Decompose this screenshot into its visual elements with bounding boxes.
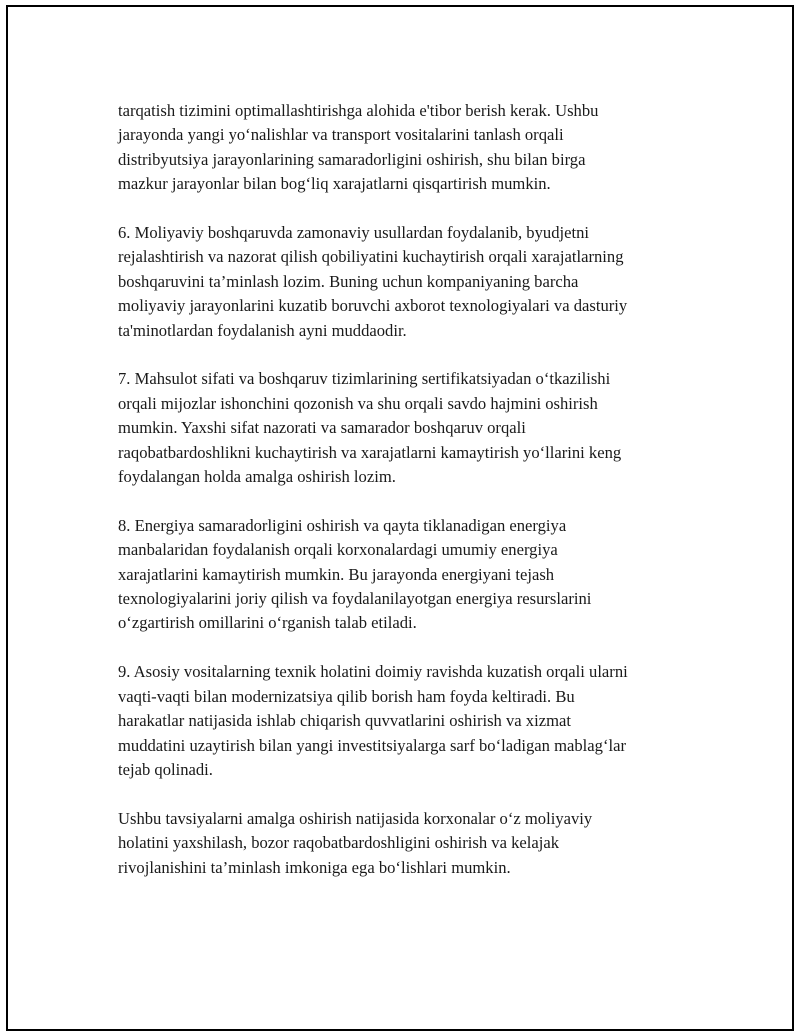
text-line: harakatlar natijasida ishlab chiqarish quvvatlarini oshirish va xizmat bbox=[118, 711, 571, 731]
text-line: xarajatlarini kamaytirish mumkin. Bu jarayonda energiyani tejash bbox=[118, 564, 555, 584]
text-line: rivojlanishini ta’minlash imkoniga ega bo‘lishlari mumkin. bbox=[118, 857, 511, 877]
text-line: 7. Mahsulot sifati va boshqaruv tizimlarining sertifikatsiyadan o‘tkazilishi bbox=[118, 369, 611, 389]
text-line: 9. Asosiy vositalarning texnik holatini doimiy ravishda kuzatish orqali ularni bbox=[118, 662, 628, 682]
text-line: ta'minotlardan foydalanish ayni muddaodir. bbox=[118, 320, 407, 340]
text-line: mumkin. Yaxshi sifat nazorati va samarador boshqaruv orqali bbox=[118, 418, 526, 438]
text-line: jarayonda yangi yo‘nalishlar va transport vositalarini tanlash orqali bbox=[118, 125, 564, 145]
text-line: vaqti-vaqti bilan modernizatsiya qilib borish ham foyda keltiradi. Bu bbox=[118, 686, 575, 706]
text-line: 6. Moliyaviy boshqaruvda zamonaviy usullardan foydalanib, byudjetni bbox=[118, 223, 589, 243]
paragraph-item-6 bbox=[118, 221, 708, 343]
paragraph-distribution-continued bbox=[118, 99, 708, 197]
text-line: manbalaridan foydalanish orqali korxonalardagi umumiy energiya bbox=[118, 540, 558, 560]
text-line: tarqatish tizimini optimallashtirishga alohida e'tibor berish kerak. Ushbu bbox=[118, 101, 599, 120]
paragraph-item-9 bbox=[118, 660, 708, 782]
text-line: muddatini uzaytirish bilan yangi investitsiyalarga sarf bo‘ladigan mablag‘lar bbox=[118, 735, 626, 755]
text-line: texnologiyalarini joriy qilish va foydalanilayotgan energiya resurslarini bbox=[118, 589, 592, 609]
text-line: o‘zgartirish omillarini o‘rganish talab etiladi. bbox=[118, 613, 417, 633]
text-line: holatini yaxshilash, bozor raqobatbardoshligini oshirish va kelajak bbox=[118, 833, 560, 853]
text-line: distribyutsiya jarayonlarining samaradorligini oshirish, shu bilan birga bbox=[118, 149, 586, 169]
text-line: 8. Energiya samaradorligini oshirish va qayta tiklanadigan energiya bbox=[118, 515, 567, 535]
document-body bbox=[118, 99, 708, 904]
paragraph-item-8 bbox=[118, 514, 708, 636]
text-line: moliyaviy jarayonlarini kuzatib boruvchi axborot texnologiyalari va dasturiy bbox=[118, 296, 628, 316]
paragraph-conclusion bbox=[118, 807, 708, 880]
text-line: raqobatbardoshlikni kuchaytirish va xarajatlarni kamaytirish yo‘llarini keng bbox=[118, 442, 622, 462]
text-line: mazkur jarayonlar bilan bog‘liq xarajatlarni qisqartirish mumkin. bbox=[118, 174, 551, 194]
text-line: tejab qolinadi. bbox=[118, 759, 213, 779]
text-line: orqali mijozlar ishonchini qozonish va shu orqali savdo hajmini oshirish bbox=[118, 393, 598, 413]
text-line: foydalangan holda amalga oshirish lozim. bbox=[118, 467, 396, 487]
text-line: Ushbu tavsiyalarni amalga oshirish natijasida korxonalar o‘z moliyaviy bbox=[118, 808, 593, 828]
text-line: rejalashtirish va nazorat qilish qobiliyatini kuchaytirish orqali xarajatlarning bbox=[118, 247, 624, 267]
document-page bbox=[6, 5, 794, 1031]
text-line: boshqaruvini ta’minlash lozim. Buning uchun kompaniyaning barcha bbox=[118, 271, 579, 291]
paragraph-item-7 bbox=[118, 367, 708, 489]
